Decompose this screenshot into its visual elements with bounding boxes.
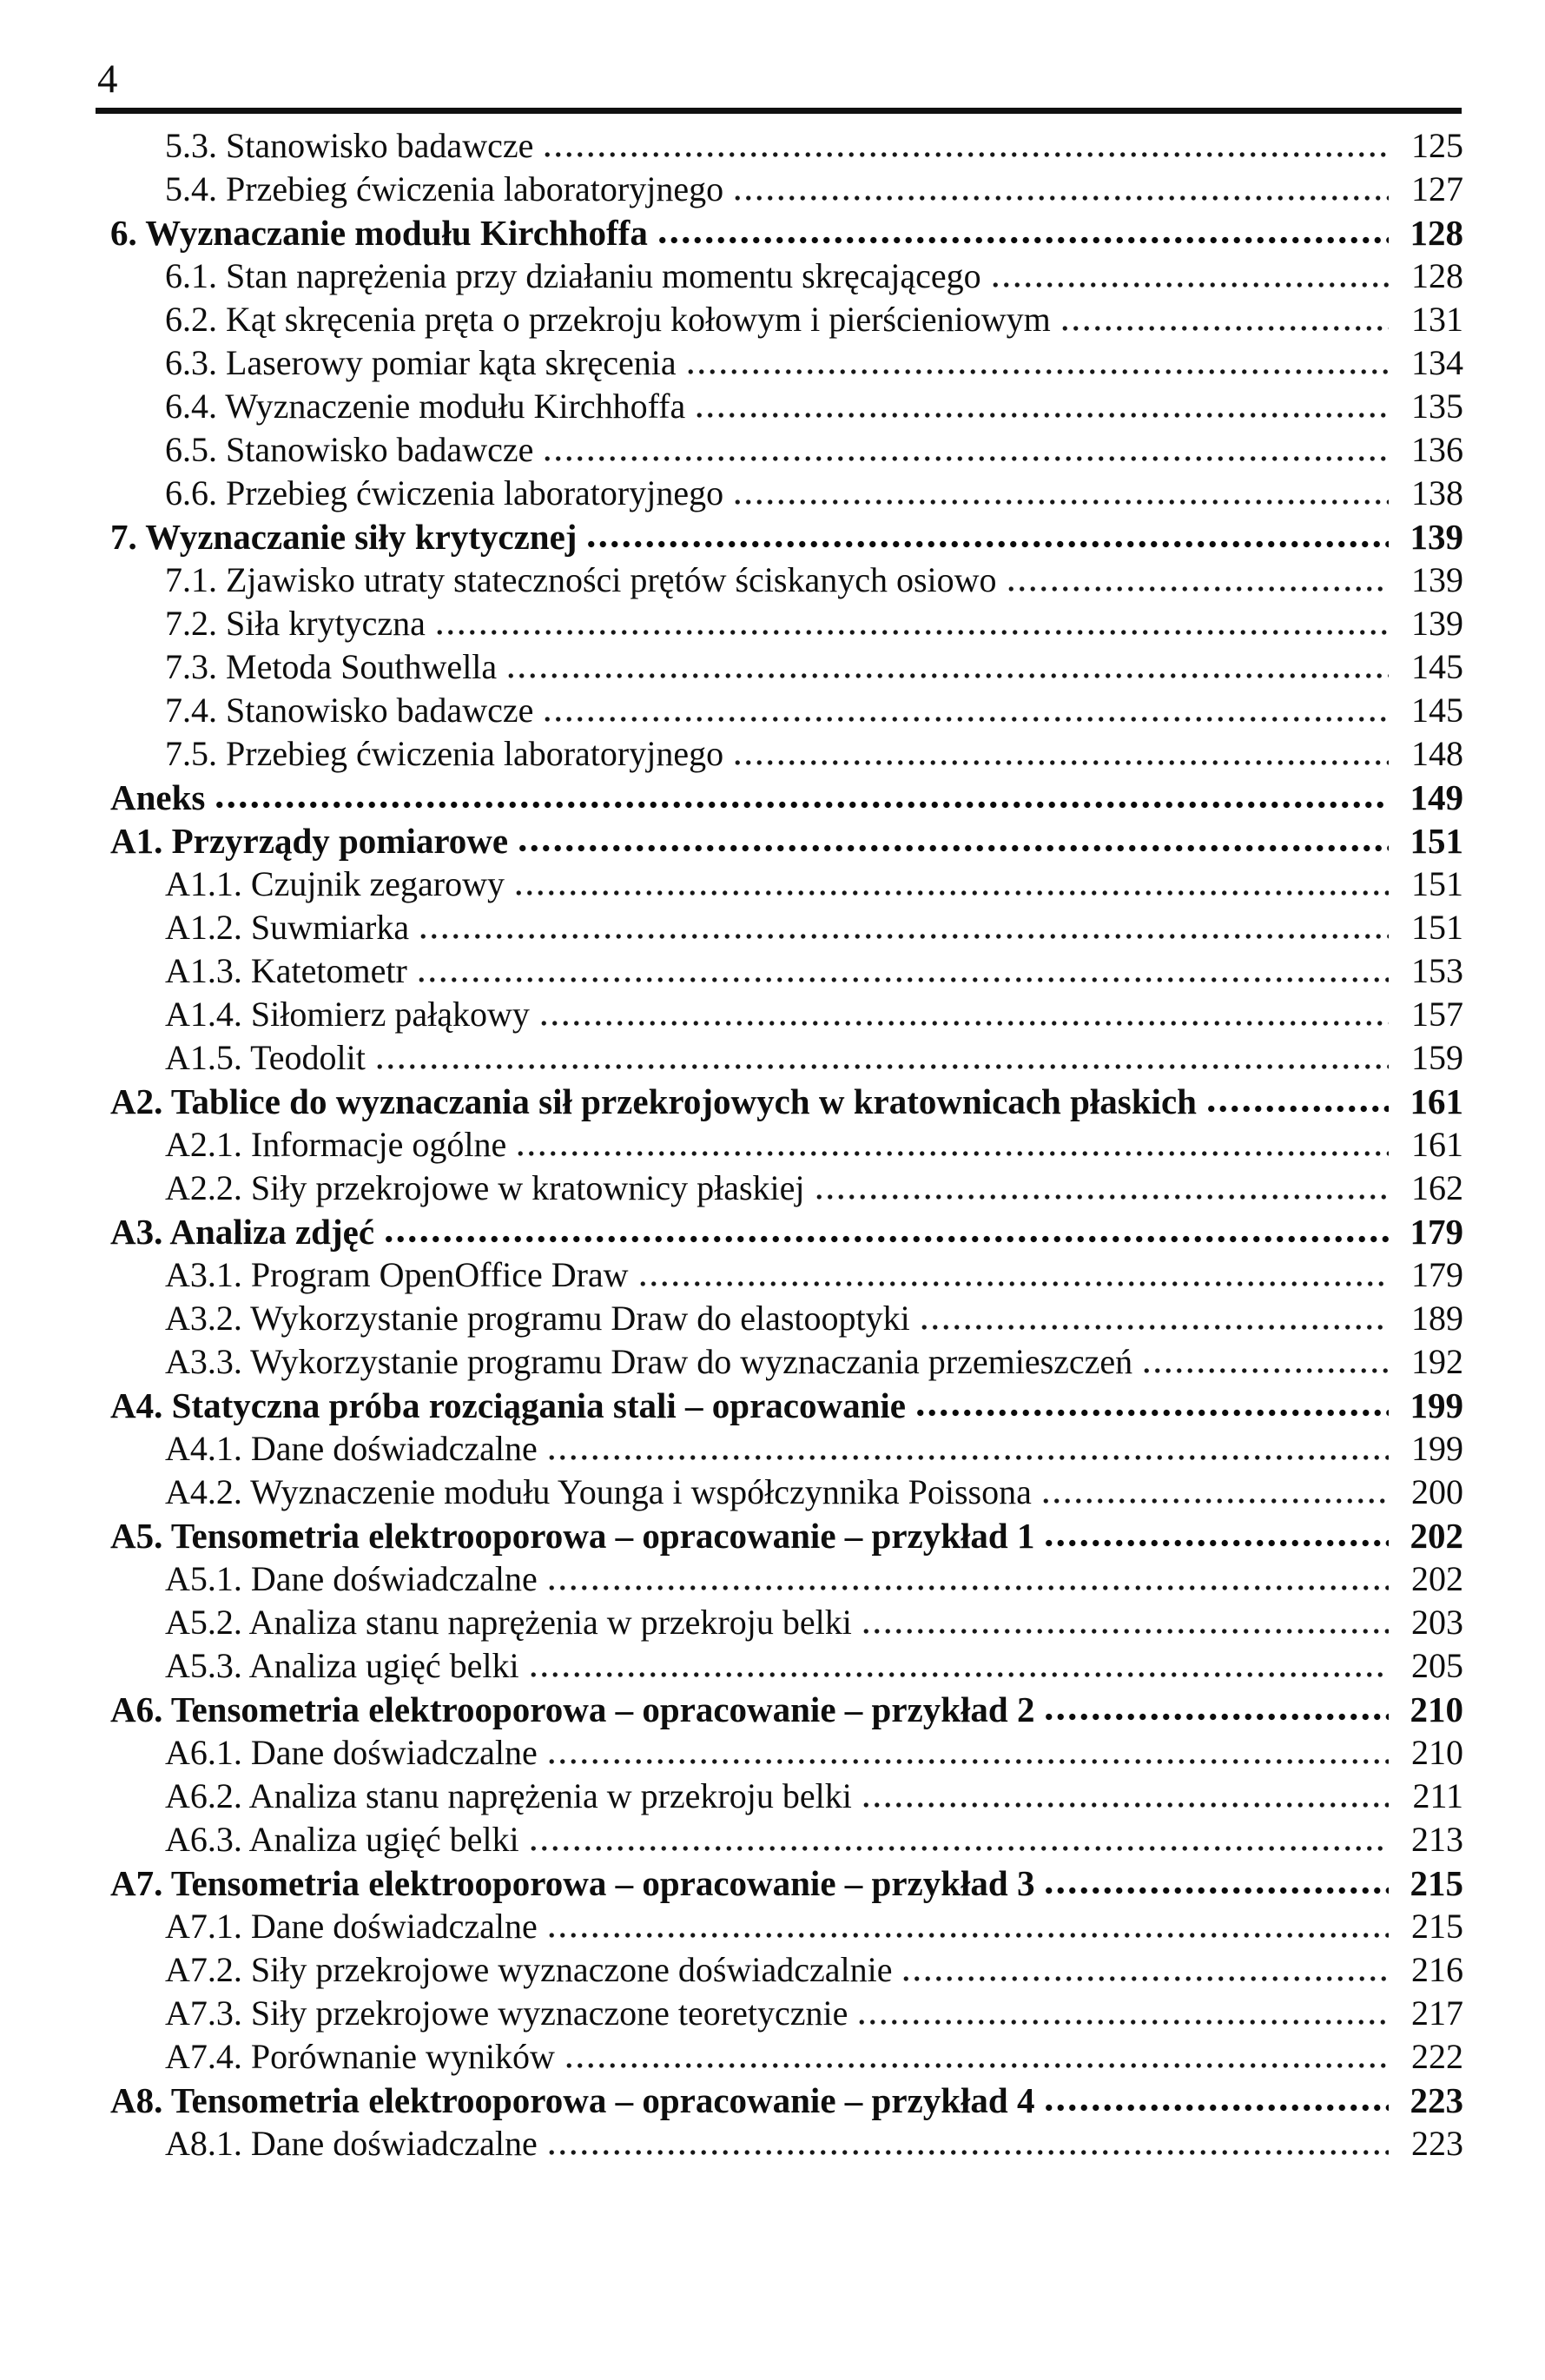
toc-entry-title: A3.1. Program OpenOffice Draw	[165, 1255, 629, 1294]
toc-entry-page: 211	[1412, 1776, 1463, 1815]
toc-entry-title: 6.3. Laserowy pomiar kąta skręcenia	[165, 343, 677, 382]
toc-entry-title: A6.2. Analiza stanu naprężenia w przekroju belki	[165, 1776, 852, 1815]
toc-entry-title: 6.2. Kąt skręcenia pręta o przekroju kołowym i pierścieniowym	[165, 300, 1051, 339]
toc-entry-title: A7.4. Porównanie wyników	[165, 2037, 555, 2076]
toc-entry	[98, 2078, 1463, 2121]
toc-entry-page: 205	[1411, 1646, 1463, 1685]
toc-entry	[98, 1513, 1463, 1557]
toc-entry-page: 151	[1410, 821, 1463, 861]
toc-entry-title: A6. Tensometria elektrooporowa – opracowanie – przykład 2	[110, 1689, 1035, 1729]
leader-dots	[814, 1166, 1389, 1209]
toc-entry-title: A7.2. Siły przekrojowe wyznaczone doświadczalnie	[165, 1950, 893, 1989]
toc-entry	[98, 1557, 1463, 1600]
toc-entry	[98, 2034, 1463, 2078]
toc-entry	[98, 1079, 1463, 1122]
leader-dots	[564, 2034, 1389, 2078]
toc-entry	[98, 1687, 1463, 1730]
toc-entry-page: 134	[1411, 343, 1463, 382]
leader-dots	[1141, 1339, 1389, 1383]
toc-entry-page: 162	[1411, 1168, 1463, 1207]
toc-entry	[98, 1035, 1463, 1079]
toc-entry	[98, 1817, 1463, 1861]
leader-dots	[694, 384, 1389, 427]
toc-entry-page: 128	[1411, 256, 1463, 295]
toc-entry-page: 139	[1411, 560, 1463, 599]
toc-entry-page: 153	[1411, 951, 1463, 990]
toc-entry-title: A6.1. Dane doświadczalne	[165, 1733, 538, 1772]
leader-dots	[416, 949, 1389, 992]
leader-dots	[685, 340, 1389, 384]
leader-dots	[546, 1730, 1389, 1774]
leader-dots	[538, 992, 1389, 1035]
toc-entry	[98, 1339, 1463, 1383]
toc-entry	[98, 384, 1463, 427]
toc-entry-page: 203	[1411, 1603, 1463, 1642]
toc-entry-title: 7.5. Przebieg ćwiczenia laboratoryjnego	[165, 734, 724, 773]
toc-entry-page: 217	[1411, 1993, 1463, 2033]
toc-entry-title: A5.1. Dane doświadczalne	[165, 1559, 538, 1598]
toc-entry-title: A5.2. Analiza stanu naprężenia w przekroju belki	[165, 1603, 852, 1642]
toc-entry-page: 189	[1411, 1299, 1463, 1338]
leader-dots	[856, 1991, 1389, 2034]
toc-entry	[98, 427, 1463, 471]
leader-dots	[383, 1209, 1389, 1253]
header-rule	[96, 108, 1462, 114]
toc-entry-page: 161	[1410, 1081, 1463, 1121]
toc-entry-page: 151	[1411, 864, 1463, 903]
toc-entry	[98, 254, 1463, 297]
leader-dots	[732, 731, 1389, 775]
toc-entry-page: 202	[1411, 1559, 1463, 1598]
toc-entry	[98, 1774, 1463, 1817]
table-of-contents	[98, 123, 1463, 2165]
toc-entry	[98, 1730, 1463, 1774]
leader-dots	[214, 775, 1389, 818]
toc-entry-page: 161	[1411, 1125, 1463, 1164]
leader-dots	[990, 254, 1389, 297]
leader-dots	[542, 427, 1389, 471]
leader-dots	[861, 1774, 1389, 1817]
toc-entry-page: 213	[1411, 1820, 1463, 1859]
toc-entry-page: 179	[1411, 1255, 1463, 1294]
toc-entry	[98, 1253, 1463, 1296]
toc-entry-page: 192	[1411, 1342, 1463, 1381]
toc-entry-page: 135	[1411, 387, 1463, 426]
toc-entry-page: 125	[1411, 126, 1463, 165]
toc-entry-title: Aneks	[110, 777, 206, 817]
toc-entry	[98, 1209, 1463, 1253]
leader-dots	[542, 123, 1389, 167]
toc-entry-page: 145	[1411, 647, 1463, 686]
toc-entry	[98, 471, 1463, 514]
toc-entry	[98, 1383, 1463, 1426]
toc-entry-page: 157	[1411, 995, 1463, 1034]
leader-dots	[732, 471, 1389, 514]
leader-dots	[546, 1426, 1389, 1470]
leader-dots	[513, 862, 1389, 905]
toc-entry-title: 6.5. Stanowisko badawcze	[165, 430, 534, 469]
toc-entry-page: 127	[1411, 169, 1463, 208]
toc-entry-page: 179	[1410, 1212, 1463, 1252]
leader-dots	[546, 2121, 1389, 2165]
toc-entry-page: 222	[1411, 2037, 1463, 2076]
toc-entry-page: 151	[1411, 908, 1463, 947]
toc-entry-page: 136	[1411, 430, 1463, 469]
leader-dots	[1043, 1513, 1389, 1557]
page-header-number: 4	[97, 56, 118, 102]
toc-entry	[98, 1904, 1463, 1947]
toc-entry-title: A5.3. Analiza ugięć belki	[165, 1646, 519, 1685]
toc-entry	[98, 645, 1463, 688]
leader-dots	[528, 1817, 1389, 1861]
toc-entry-title: 6.6. Przebieg ćwiczenia laboratoryjnego	[165, 473, 724, 512]
toc-entry	[98, 731, 1463, 775]
toc-entry	[98, 2121, 1463, 2165]
toc-entry-title: A6.3. Analiza ugięć belki	[165, 1820, 519, 1859]
leader-dots	[1060, 297, 1389, 340]
toc-entry-title: A7.1. Dane doświadczalne	[165, 1907, 538, 1946]
toc-entry-title: A3. Analiza zdjęć	[110, 1212, 375, 1252]
leader-dots	[585, 514, 1389, 558]
leader-dots	[732, 167, 1389, 210]
toc-entry-title: A2.1. Informacje ogólne	[165, 1125, 507, 1164]
leader-dots	[528, 1643, 1389, 1687]
leader-dots	[1043, 1861, 1389, 1904]
leader-dots	[901, 1947, 1389, 1991]
toc-entry	[98, 992, 1463, 1035]
toc-entry-page: 139	[1411, 604, 1463, 643]
toc-entry	[98, 1600, 1463, 1643]
toc-entry-title: A5. Tensometria elektrooporowa – opracowanie – przykład 1	[110, 1516, 1035, 1556]
toc-entry-page: 149	[1410, 777, 1463, 817]
toc-entry-title: 7.4. Stanowisko badawcze	[165, 691, 534, 730]
toc-entry-page: 148	[1411, 734, 1463, 773]
toc-entry	[98, 210, 1463, 254]
leader-dots	[517, 818, 1389, 862]
toc-entry-title: 7. Wyznaczanie siły krytycznej	[110, 517, 578, 557]
toc-entry	[98, 167, 1463, 210]
toc-entry-title: A1.5. Teodolit	[165, 1038, 366, 1077]
toc-entry-page: 131	[1411, 300, 1463, 339]
toc-entry	[98, 775, 1463, 818]
toc-entry-title: 7.3. Metoda Southwella	[165, 647, 498, 686]
toc-entry-title: A2.2. Siły przekrojowe w kratownicy płaskiej	[165, 1168, 805, 1207]
toc-entry	[98, 862, 1463, 905]
leader-dots	[434, 601, 1389, 645]
leader-dots	[919, 1296, 1389, 1339]
toc-entry-page: 138	[1411, 473, 1463, 512]
leader-dots	[1043, 1687, 1389, 1730]
leader-dots	[505, 645, 1389, 688]
toc-entry	[98, 1166, 1463, 1209]
toc-entry-title: A7.3. Siły przekrojowe wyznaczone teoretycznie	[165, 1993, 848, 2033]
toc-entry-title: 6. Wyznaczanie modułu Kirchhoffa	[110, 213, 648, 253]
leader-dots	[637, 1253, 1389, 1296]
toc-entry	[98, 1991, 1463, 2034]
leader-dots	[1205, 1079, 1389, 1122]
toc-entry-title: 5.3. Stanowisko badawcze	[165, 126, 534, 165]
toc-entry-page: 145	[1411, 691, 1463, 730]
toc-entry-title: 7.2. Siła krytyczna	[165, 604, 426, 643]
leader-dots	[515, 1122, 1389, 1166]
toc-entry	[98, 1470, 1463, 1513]
leader-dots	[657, 210, 1389, 254]
toc-entry	[98, 1861, 1463, 1904]
leader-dots	[861, 1600, 1389, 1643]
toc-entry-title: A8.1. Dane doświadczalne	[165, 2124, 538, 2163]
toc-entry	[98, 949, 1463, 992]
toc-entry-page: 223	[1411, 2124, 1463, 2163]
toc-entry	[98, 1426, 1463, 1470]
toc-entry-title: A8. Tensometria elektrooporowa – opracowanie – przykład 4	[110, 2080, 1035, 2120]
toc-entry-title: A1.2. Suwmiarka	[165, 908, 410, 947]
toc-entry-page: 139	[1410, 517, 1463, 557]
toc-entry-title: 7.1. Zjawisko utraty stateczności prętów ściskanych osiowo	[165, 560, 997, 599]
leader-dots	[418, 905, 1389, 949]
toc-entry-page: 200	[1411, 1472, 1463, 1511]
toc-entry-page: 215	[1410, 1863, 1463, 1903]
toc-entry	[98, 601, 1463, 645]
toc-entry-page: 215	[1411, 1907, 1463, 1946]
leader-dots	[546, 1904, 1389, 1947]
toc-entry-page: 199	[1411, 1429, 1463, 1468]
toc-entry-title: A4.2. Wyznaczenie modułu Younga i współczynnika Poissona	[165, 1472, 1032, 1511]
toc-entry-title: A3.3. Wykorzystanie programu Draw do wyznaczania przemieszczeń	[165, 1342, 1133, 1381]
toc-entry	[98, 1296, 1463, 1339]
toc-entry-title: A1. Przyrządy pomiarowe	[110, 821, 509, 861]
toc-entry	[98, 340, 1463, 384]
leader-dots	[1006, 558, 1389, 601]
toc-entry-title: A3.2. Wykorzystanie programu Draw do elastooptyki	[165, 1299, 910, 1338]
toc-entry	[98, 1947, 1463, 1991]
toc-entry-page: 210	[1411, 1733, 1463, 1772]
leader-dots	[914, 1383, 1389, 1426]
toc-entry-title: A1.1. Czujnik zegarowy	[165, 864, 505, 903]
toc-entry-title: A1.4. Siłomierz pałąkowy	[165, 995, 530, 1034]
toc-entry-title: A2. Tablice do wyznaczania sił przekrojowych w kratownicach płaskich	[110, 1081, 1197, 1121]
leader-dots	[1043, 2078, 1389, 2121]
toc-entry-page: 202	[1410, 1516, 1463, 1556]
toc-entry-title: A4. Statyczna próba rozciągania stali – opracowanie	[110, 1385, 906, 1425]
leader-dots	[542, 688, 1389, 731]
toc-entry	[98, 123, 1463, 167]
toc-entry-page: 128	[1410, 213, 1463, 253]
toc-entry-title: A1.3. Katetometr	[165, 951, 407, 990]
toc-entry	[98, 558, 1463, 601]
toc-entry-page: 199	[1410, 1385, 1463, 1425]
toc-entry-title: A4.1. Dane doświadczalne	[165, 1429, 538, 1468]
toc-entry-title: A7. Tensometria elektrooporowa – opracowanie – przykład 3	[110, 1863, 1035, 1903]
toc-entry	[98, 1122, 1463, 1166]
toc-entry-title: 6.1. Stan naprężenia przy działaniu momentu skręcającego	[165, 256, 981, 295]
toc-entry-title: 5.4. Przebieg ćwiczenia laboratoryjnego	[165, 169, 724, 208]
toc-entry-page: 159	[1411, 1038, 1463, 1077]
toc-entry	[98, 818, 1463, 862]
toc-entry	[98, 514, 1463, 558]
leader-dots	[546, 1557, 1389, 1600]
toc-entry	[98, 905, 1463, 949]
toc-entry-page: 216	[1411, 1950, 1463, 1989]
toc-entry	[98, 1643, 1463, 1687]
toc-entry-page: 210	[1410, 1689, 1463, 1729]
toc-entry-page: 223	[1410, 2080, 1463, 2120]
toc-entry	[98, 688, 1463, 731]
leader-dots	[374, 1035, 1389, 1079]
toc-entry	[98, 297, 1463, 340]
toc-entry-title: 6.4. Wyznaczenie modułu Kirchhoffa	[165, 387, 686, 426]
leader-dots	[1040, 1470, 1389, 1513]
